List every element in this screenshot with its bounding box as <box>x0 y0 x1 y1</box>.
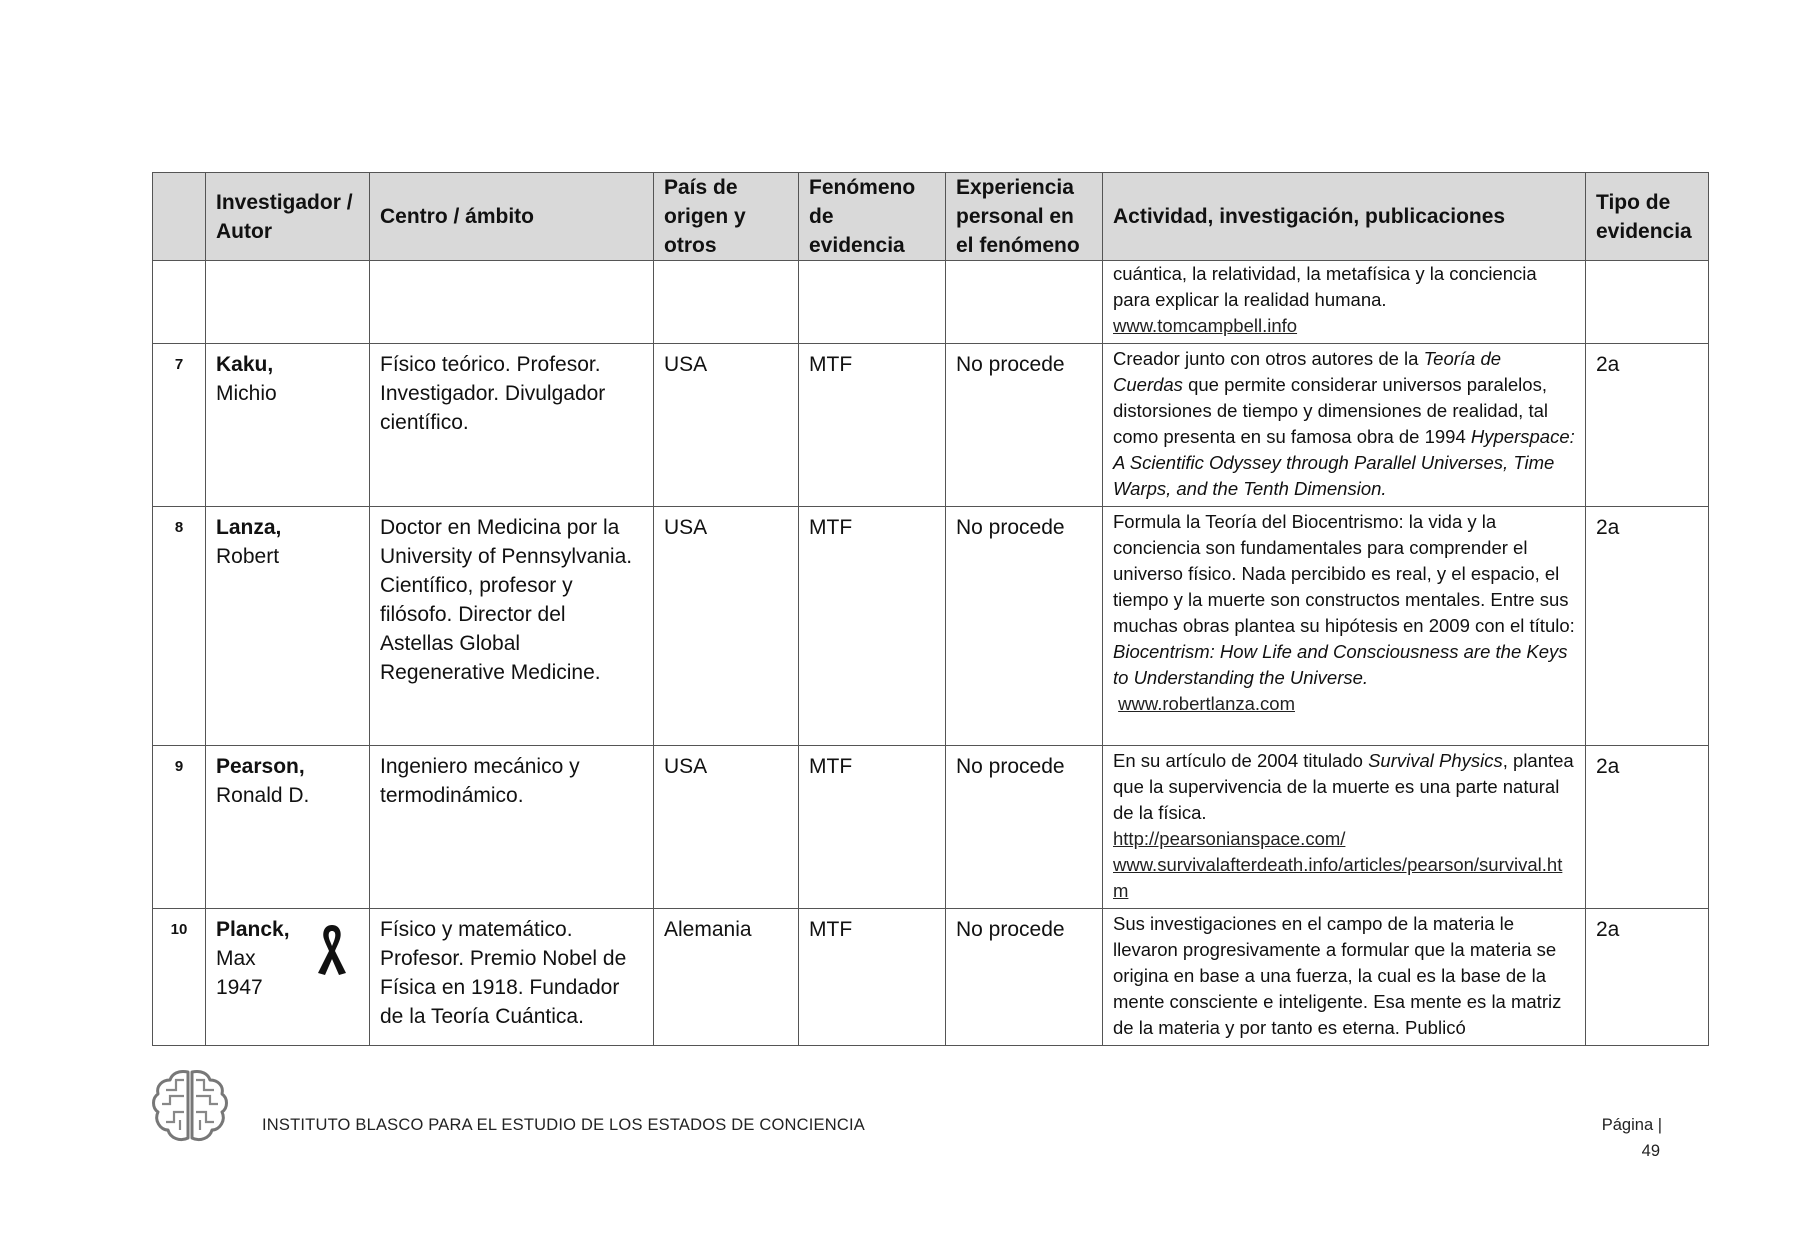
cell-country: Alemania <box>654 909 799 1046</box>
row-number: 10 <box>153 909 206 1046</box>
table-header-row <box>153 173 1709 261</box>
header-evidence-type: Tipo de evidencia <box>1586 173 1709 261</box>
activity-title: Hyperspace: A Scientific Odyssey through Parallel Universes, Time Warps, and the Tenth Dimension. <box>1113 426 1575 499</box>
cell-investigator <box>206 261 370 344</box>
header-number <box>153 173 206 261</box>
cell-evidence-type: 2a <box>1586 909 1709 1046</box>
cell-experience <box>946 261 1103 344</box>
cell-activity <box>1103 507 1586 746</box>
activity-text: Formula la Teoría del Biocentrismo: la vida y la conciencia son fundamentales para comprender el universo físico. Nada percibido es real, y el espacio, el tiempo y la muerte son constructos mentales. Entre sus muchas obras plantea su hipótesis en 2009 con el título: <box>1113 511 1575 636</box>
cell-evidence-type <box>1586 261 1709 344</box>
header-country: País de origen y otros <box>654 173 799 261</box>
cell-activity <box>1103 261 1586 344</box>
activity-text: Creador junto con otros autores de la <box>1113 348 1424 369</box>
row-number: 7 <box>153 344 206 507</box>
cell-country <box>654 261 799 344</box>
cell-center: Doctor en Medicina por la University of Pennsylvania. Científico, profesor y filósofo. Director del Astellas Global Regenerative Medicine. <box>370 507 654 746</box>
researchers-table-container <box>152 172 1708 1046</box>
cell-investigator <box>206 909 370 1046</box>
activity-text: , plantea que la supervivencia de la muerte es una parte natural de la física. <box>1113 750 1574 823</box>
table-row <box>153 344 1709 507</box>
cell-phenomenon <box>799 261 946 344</box>
death-year: 1947 <box>216 976 263 999</box>
table-row <box>153 746 1709 909</box>
cell-phenomenon: MTF <box>799 507 946 746</box>
cell-center <box>370 261 654 344</box>
cell-experience: No procede <box>946 746 1103 909</box>
link-tomcampbell[interactable]: www.tomcampbell.info <box>1113 315 1298 336</box>
cell-number <box>153 261 206 344</box>
table-row <box>153 909 1709 1046</box>
header-investigator: Investigador / Autor <box>206 173 370 261</box>
row-number: 9 <box>153 746 206 909</box>
first-name: Max <box>216 947 256 970</box>
cell-phenomenon: MTF <box>799 746 946 909</box>
brain-logo-icon <box>150 1068 230 1144</box>
activity-title: Teoría de Cuerdas <box>1113 348 1502 395</box>
cell-experience: No procede <box>946 344 1103 507</box>
cell-investigator <box>206 507 370 746</box>
cell-evidence-type: 2a <box>1586 746 1709 909</box>
last-name: Planck, <box>216 918 290 941</box>
footer-page-number: 49 <box>1641 1142 1660 1160</box>
cell-experience: No procede <box>946 507 1103 746</box>
first-name: Robert <box>216 545 280 568</box>
cell-phenomenon: MTF <box>799 344 946 507</box>
cell-center: Físico teórico. Profesor. Investigador. Divulgador científico. <box>370 344 654 507</box>
cell-phenomenon: MTF <box>799 909 946 1046</box>
activity-title: Survival Physics <box>1368 750 1503 771</box>
cell-activity <box>1103 344 1586 507</box>
activity-text: que permite considerar universos paralelos, distorsiones de tiempo y dimensiones de realidad, tal como presenta en su famosa obra de 1994 <box>1113 374 1548 447</box>
cell-country: USA <box>654 746 799 909</box>
cell-evidence-type: 2a <box>1586 507 1709 746</box>
mourning-ribbon-icon <box>315 923 349 977</box>
last-name: Kaku, <box>216 353 274 376</box>
header-phenomenon: Fenómeno de evidencia <box>799 173 946 261</box>
footer-page-label: Página | <box>1601 1116 1662 1134</box>
table-row-continuation <box>153 261 1709 344</box>
cell-evidence-type: 2a <box>1586 344 1709 507</box>
researchers-table <box>152 172 1709 1046</box>
cell-activity <box>1103 746 1586 909</box>
header-center: Centro / ámbito <box>370 173 654 261</box>
activity-text: En su artículo de 2004 titulado <box>1113 750 1369 771</box>
last-name: Pearson, <box>216 755 305 778</box>
activity-text: cuántica, la relatividad, la metafísica y la conciencia para explicar la realidad humana. <box>1113 263 1537 310</box>
first-name: Ronald D. <box>216 784 310 807</box>
cell-center: Físico y matemático. Profesor. Premio Nobel de Física en 1918. Fundador de la Teoría Cuántica. <box>370 909 654 1046</box>
cell-activity: Sus investigaciones en el campo de la materia le llevaron progresivamente a formular que la materia se origina en base a una fuerza, la cual es la base de la mente consciente e inteligente. Esa mente es la matriz de la materia y por tanto es eterna. Publicó <box>1103 909 1586 1046</box>
activity-title: Biocentrism: How Life and Consciousness are the Keys to Understanding the Universe. <box>1113 641 1568 688</box>
table-row <box>153 507 1709 746</box>
cell-country: USA <box>654 507 799 746</box>
cell-investigator <box>206 344 370 507</box>
first-name: Michio <box>216 382 277 405</box>
row-number: 8 <box>153 507 206 746</box>
header-activity: Actividad, investigación, publicaciones <box>1103 173 1586 261</box>
cell-investigator <box>206 746 370 909</box>
cell-country: USA <box>654 344 799 507</box>
cell-experience: No procede <box>946 909 1103 1046</box>
link-robertlanza[interactable]: www.robertlanza.com <box>1118 693 1295 714</box>
last-name: Lanza, <box>216 516 282 539</box>
header-experience: Experiencia personal en el fenómeno <box>946 173 1103 261</box>
link-survivalafterdeath[interactable]: www.survivalafterdeath.info/articles/pearson/survival.htm <box>1113 854 1563 901</box>
footer-institute-name: INSTITUTO BLASCO PARA EL ESTUDIO DE LOS ESTADOS DE CONCIENCIA <box>262 1116 865 1134</box>
cell-center: Ingeniero mecánico y termodinámico. <box>370 746 654 909</box>
link-pearsonianspace[interactable]: http://pearsonianspace.com/ <box>1113 828 1346 849</box>
